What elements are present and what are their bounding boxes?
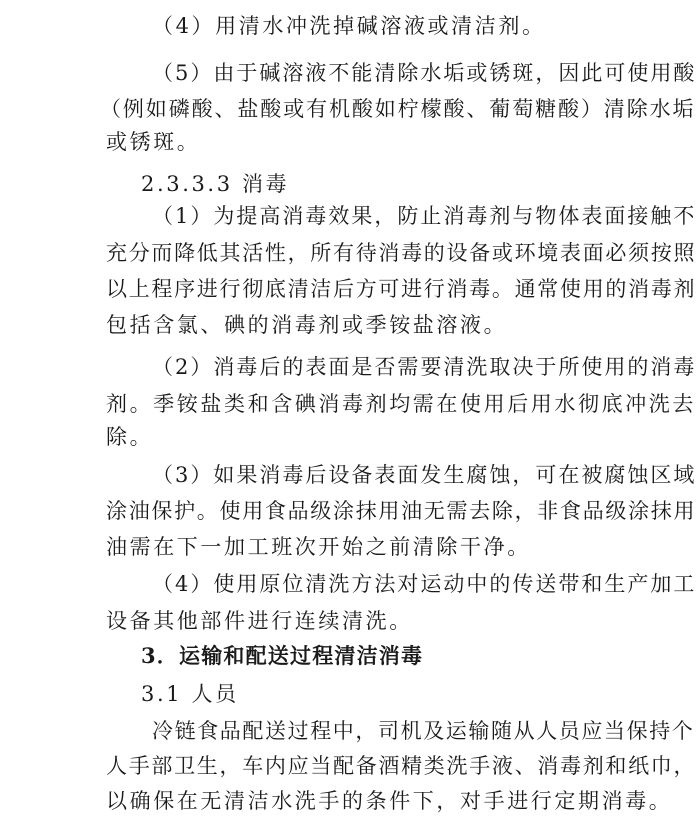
- paragraph-line: 冷链食品配送过程中，司机及运输随从人员应当保持个: [152, 719, 695, 743]
- paragraph-line: 设备其他部件进行连续清洗。: [106, 609, 413, 633]
- paragraph-line: 以确保在无清洁水洗手的条件下，对手进行定期消毒。: [106, 789, 673, 813]
- paragraph-line: 剂。季铵盐类和含碘消毒剂均需在使用后用水彻底冲洗去: [106, 392, 696, 416]
- paragraph-line: 充分而降低其活性，所有待消毒的设备或环境表面必须按照: [106, 241, 697, 265]
- subsection-heading: 3.1 人员: [141, 682, 239, 706]
- paragraph-line: （1）为提高消毒效果，防止消毒剂与物体表面接触不: [152, 204, 697, 228]
- paragraph-line: （例如磷酸、盐酸或有机酸如柠檬酸、葡萄糖酸）清除水垢: [100, 97, 696, 121]
- section-heading: 2.3.3.3 消毒: [141, 172, 290, 196]
- paragraph-line: 涂油保护。使用食品级涂抹用油无需去除，非食品级涂抹用: [106, 499, 697, 523]
- paragraph-line: 除。: [106, 425, 154, 449]
- paragraph-line: 以上程序进行彻底清洁后方可进行消毒。通常使用的消毒剂: [106, 277, 697, 301]
- paragraph-line: （4）使用原位清洗方法对运动中的传送带和生产加工: [152, 572, 697, 596]
- section-heading: 3．运输和配送过程清洁消毒: [141, 643, 424, 668]
- paragraph-line: 人手部卫生，车内应当配备酒精类洗手液、消毒剂和纸巾，: [106, 754, 697, 778]
- paragraph-line: （5）由于碱溶液不能清除水垢或锈斑，因此可使用酸: [152, 61, 697, 85]
- paragraph-line: （3）如果消毒后设备表面发生腐蚀，可在被腐蚀区域: [152, 463, 697, 487]
- paragraph-line: 或锈斑。: [106, 130, 201, 154]
- paragraph-line: 油需在下一加工班次开始之前清除干净。: [106, 535, 531, 559]
- paragraph-line: （2）消毒后的表面是否需要清洗取决于所使用的消毒: [152, 355, 697, 379]
- paragraph-line: 包括含氯、碘的消毒剂或季铵盐溶液。: [106, 313, 508, 337]
- paragraph-line: （4）用清水冲洗掉碱溶液或清洁剂。: [152, 14, 546, 38]
